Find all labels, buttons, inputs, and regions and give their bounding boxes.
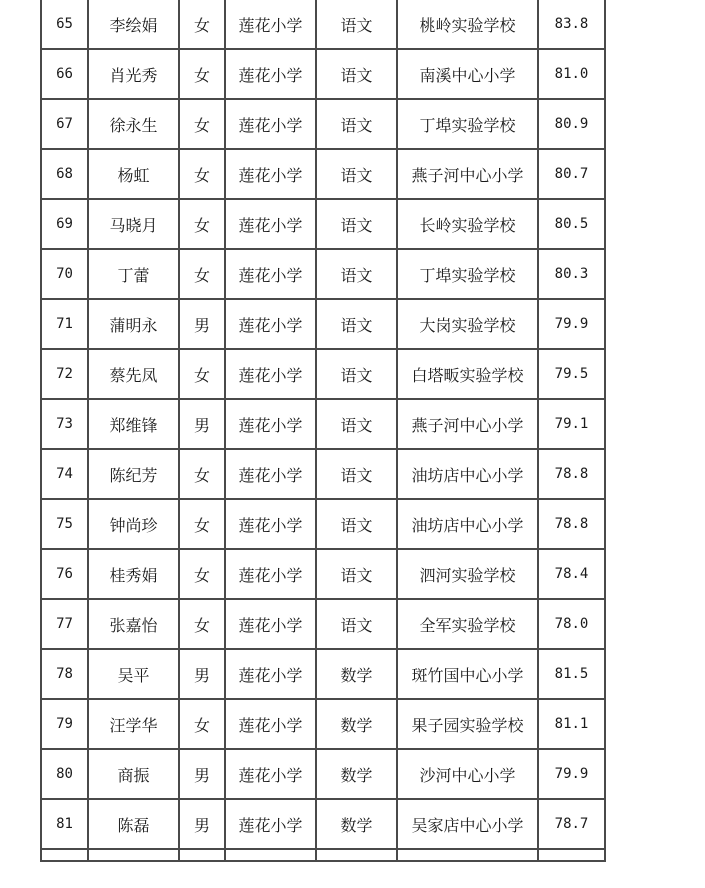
cell-school: 莲花小学 <box>225 599 316 649</box>
cell-name: 肖光秀 <box>88 49 179 99</box>
cell-target-school: 燕子河中心小学 <box>397 399 538 449</box>
cell-name: 商振 <box>88 749 179 799</box>
cell-target-school: 南溪中心小学 <box>397 49 538 99</box>
cell-subject: 语文 <box>316 499 397 549</box>
cell-empty <box>316 849 397 861</box>
cell-target-school: 全军实验学校 <box>397 599 538 649</box>
table-row <box>41 249 605 299</box>
cell-number: 70 <box>41 249 88 299</box>
table-row <box>41 299 605 349</box>
table-row <box>41 0 605 49</box>
cell-gender: 女 <box>179 499 225 549</box>
cell-target-school: 燕子河中心小学 <box>397 149 538 199</box>
cell-school: 莲花小学 <box>225 249 316 299</box>
cell-name: 杨虹 <box>88 149 179 199</box>
cell-score: 80.5 <box>538 199 605 249</box>
cell-name: 陈纪芳 <box>88 449 179 499</box>
cell-target-school: 大岗实验学校 <box>397 299 538 349</box>
cell-target-school: 白塔畈实验学校 <box>397 349 538 399</box>
cell-school: 莲花小学 <box>225 449 316 499</box>
cell-number: 68 <box>41 149 88 199</box>
cell-school: 莲花小学 <box>225 349 316 399</box>
cell-target-school: 丁埠实验学校 <box>397 99 538 149</box>
cell-name: 徐永生 <box>88 99 179 149</box>
cell-number: 65 <box>41 0 88 49</box>
cell-target-school: 丁埠实验学校 <box>397 249 538 299</box>
cell-subject: 语文 <box>316 299 397 349</box>
table-row <box>41 499 605 549</box>
cell-gender: 男 <box>179 299 225 349</box>
table-row <box>41 699 605 749</box>
cell-school: 莲花小学 <box>225 699 316 749</box>
cell-empty <box>179 849 225 861</box>
cell-number: 80 <box>41 749 88 799</box>
cell-name: 吴平 <box>88 649 179 699</box>
cell-number: 75 <box>41 499 88 549</box>
table-row <box>41 599 605 649</box>
cell-name: 郑维锋 <box>88 399 179 449</box>
cell-gender: 女 <box>179 99 225 149</box>
cell-empty <box>538 849 605 861</box>
roster-table-body <box>41 0 605 861</box>
table-row <box>41 149 605 199</box>
cell-school: 莲花小学 <box>225 199 316 249</box>
cell-subject: 语文 <box>316 249 397 299</box>
cell-name: 汪学华 <box>88 699 179 749</box>
cell-school: 莲花小学 <box>225 799 316 849</box>
cell-number: 77 <box>41 599 88 649</box>
cell-score: 78.4 <box>538 549 605 599</box>
cell-gender: 女 <box>179 199 225 249</box>
table-row <box>41 349 605 399</box>
cell-score: 83.8 <box>538 0 605 49</box>
cell-score: 78.8 <box>538 499 605 549</box>
cell-score: 78.0 <box>538 599 605 649</box>
cell-target-school: 果子园实验学校 <box>397 699 538 749</box>
cell-target-school: 泗河实验学校 <box>397 549 538 599</box>
roster-table-container <box>40 0 604 862</box>
cell-score: 80.3 <box>538 249 605 299</box>
cell-score: 79.5 <box>538 349 605 399</box>
cell-subject: 数学 <box>316 749 397 799</box>
cell-score: 79.1 <box>538 399 605 449</box>
table-row <box>41 199 605 249</box>
cell-gender: 女 <box>179 0 225 49</box>
cell-score: 80.9 <box>538 99 605 149</box>
cell-target-school: 桃岭实验学校 <box>397 0 538 49</box>
cell-number: 72 <box>41 349 88 399</box>
cell-gender: 女 <box>179 249 225 299</box>
cell-school: 莲花小学 <box>225 649 316 699</box>
cell-subject: 语文 <box>316 149 397 199</box>
table-row <box>41 649 605 699</box>
table-row <box>41 749 605 799</box>
cell-score: 81.0 <box>538 49 605 99</box>
cell-gender: 女 <box>179 449 225 499</box>
cell-subject: 语文 <box>316 449 397 499</box>
cell-empty <box>397 849 538 861</box>
cell-score: 78.7 <box>538 799 605 849</box>
cell-gender: 女 <box>179 699 225 749</box>
cell-subject: 语文 <box>316 49 397 99</box>
cell-school: 莲花小学 <box>225 149 316 199</box>
cell-number: 71 <box>41 299 88 349</box>
cell-name: 马晓月 <box>88 199 179 249</box>
cell-school: 莲花小学 <box>225 399 316 449</box>
roster-table <box>40 0 606 862</box>
cell-school: 莲花小学 <box>225 299 316 349</box>
cell-number: 79 <box>41 699 88 749</box>
cell-score: 79.9 <box>538 299 605 349</box>
cell-school: 莲花小学 <box>225 0 316 49</box>
cell-subject: 语文 <box>316 99 397 149</box>
table-row <box>41 449 605 499</box>
cell-target-school: 油坊店中心小学 <box>397 499 538 549</box>
cell-subject: 语文 <box>316 0 397 49</box>
cell-school: 莲花小学 <box>225 749 316 799</box>
table-row <box>41 799 605 849</box>
cell-subject: 数学 <box>316 699 397 749</box>
cell-name: 张嘉怡 <box>88 599 179 649</box>
cell-name: 蔡先凤 <box>88 349 179 399</box>
cell-name: 李绘娟 <box>88 0 179 49</box>
cell-name: 钟尚珍 <box>88 499 179 549</box>
cell-score: 79.9 <box>538 749 605 799</box>
table-row <box>41 549 605 599</box>
cell-subject: 语文 <box>316 599 397 649</box>
cell-number: 81 <box>41 799 88 849</box>
cell-subject: 语文 <box>316 549 397 599</box>
cell-number: 76 <box>41 549 88 599</box>
cell-subject: 语文 <box>316 399 397 449</box>
cell-name: 蒲明永 <box>88 299 179 349</box>
cell-target-school: 长岭实验学校 <box>397 199 538 249</box>
table-row <box>41 99 605 149</box>
cell-gender: 男 <box>179 799 225 849</box>
cell-target-school: 沙河中心小学 <box>397 749 538 799</box>
cell-empty <box>41 849 88 861</box>
cell-number: 78 <box>41 649 88 699</box>
cell-subject: 语文 <box>316 199 397 249</box>
cell-subject: 数学 <box>316 799 397 849</box>
cell-target-school: 斑竹国中心小学 <box>397 649 538 699</box>
cell-gender: 女 <box>179 549 225 599</box>
cell-score: 81.1 <box>538 699 605 749</box>
cell-score: 78.8 <box>538 449 605 499</box>
cell-number: 66 <box>41 49 88 99</box>
cell-gender: 女 <box>179 599 225 649</box>
cell-name: 丁蕾 <box>88 249 179 299</box>
cell-number: 73 <box>41 399 88 449</box>
cell-gender: 男 <box>179 399 225 449</box>
cell-school: 莲花小学 <box>225 99 316 149</box>
cell-score: 80.7 <box>538 149 605 199</box>
cell-target-school: 油坊店中心小学 <box>397 449 538 499</box>
cell-number: 69 <box>41 199 88 249</box>
cell-subject: 语文 <box>316 349 397 399</box>
cell-number: 67 <box>41 99 88 149</box>
table-row-partial <box>41 849 605 861</box>
cell-school: 莲花小学 <box>225 49 316 99</box>
cell-number: 74 <box>41 449 88 499</box>
cell-school: 莲花小学 <box>225 499 316 549</box>
table-row <box>41 49 605 99</box>
cell-gender: 男 <box>179 649 225 699</box>
cell-empty <box>88 849 179 861</box>
cell-name: 桂秀娟 <box>88 549 179 599</box>
cell-gender: 女 <box>179 149 225 199</box>
cell-empty <box>225 849 316 861</box>
cell-subject: 数学 <box>316 649 397 699</box>
cell-gender: 男 <box>179 749 225 799</box>
cell-target-school: 吴家店中心小学 <box>397 799 538 849</box>
cell-name: 陈磊 <box>88 799 179 849</box>
cell-gender: 女 <box>179 349 225 399</box>
table-row <box>41 399 605 449</box>
cell-score: 81.5 <box>538 649 605 699</box>
cell-gender: 女 <box>179 49 225 99</box>
cell-school: 莲花小学 <box>225 549 316 599</box>
